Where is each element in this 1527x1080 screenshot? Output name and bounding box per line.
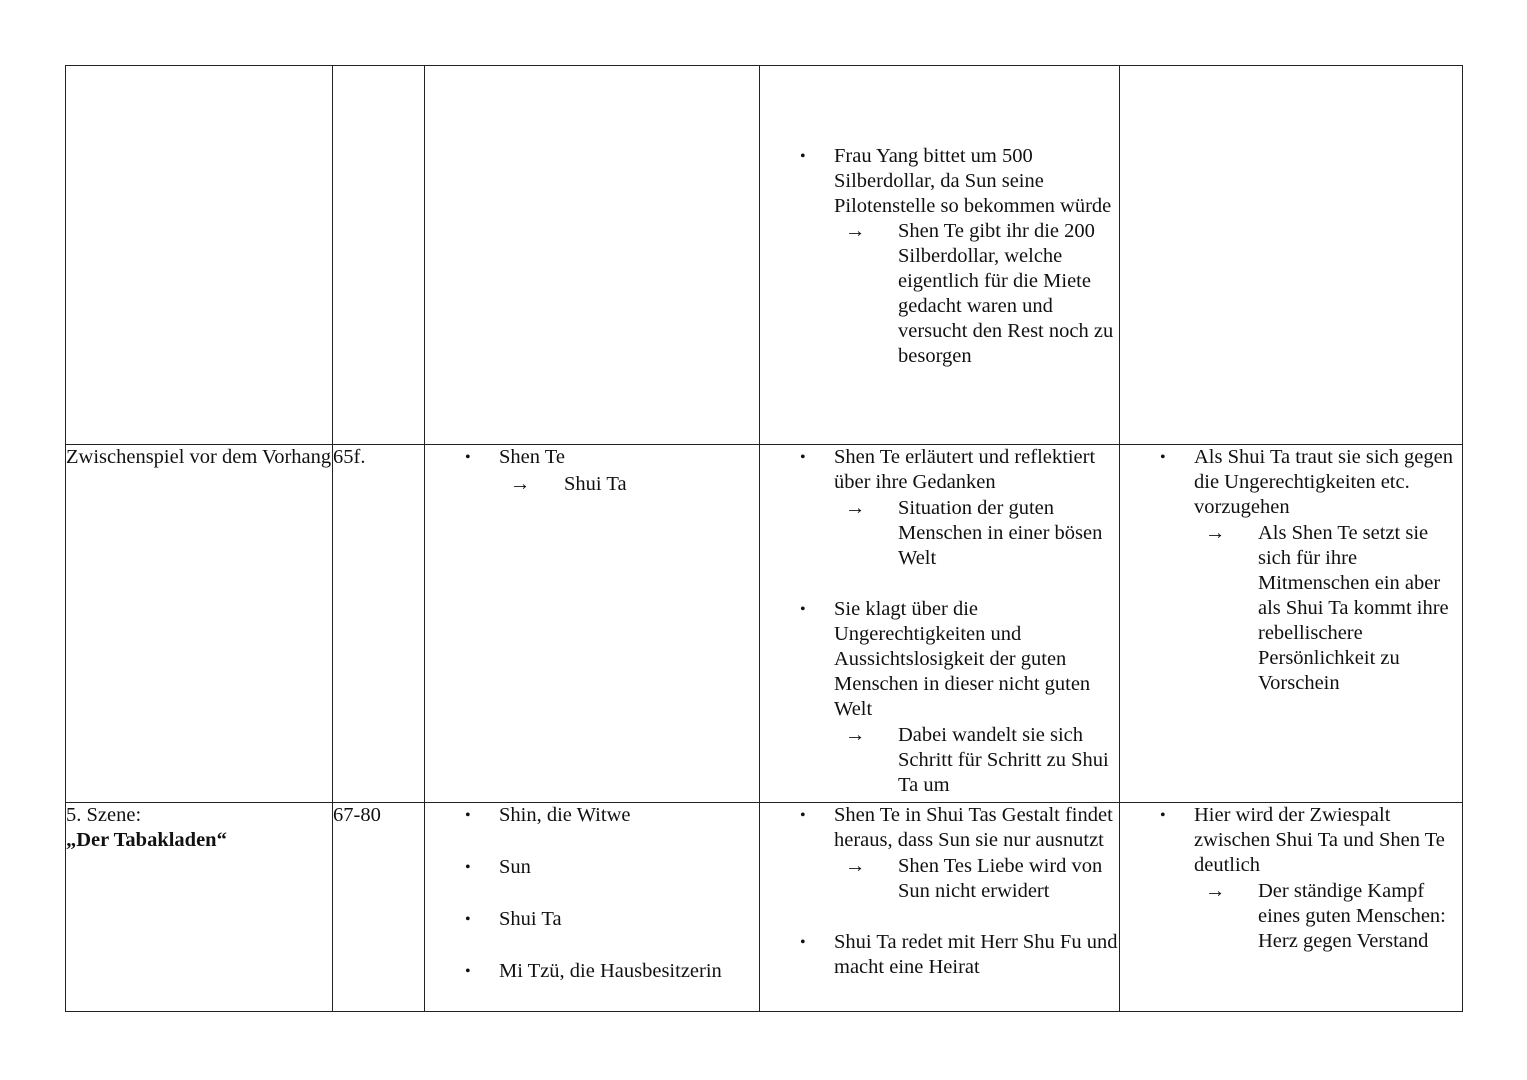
person-name: Shui Ta [499, 908, 562, 930]
content-cell [760, 445, 1120, 803]
list-item [425, 959, 759, 984]
scene-number: 5. Szene: [66, 804, 142, 826]
content-text: Shui Ta redet mit Herr Shu Fu und macht eine Heirat [834, 931, 1118, 978]
list-item [1120, 445, 1462, 520]
interpretation-cell [1120, 445, 1463, 803]
bullet-icon: • [1160, 807, 1166, 824]
scene-title: Zwischenspiel vor dem Vorhang [66, 446, 332, 468]
arrow-right-icon: → [1205, 522, 1226, 544]
interpretation-cell [1120, 803, 1463, 1012]
scene-cell [66, 803, 333, 1012]
person-name: Sun [499, 856, 531, 878]
list-item [760, 144, 1119, 219]
content-subtext: Shen Te gibt ihr die 200 Silberdollar, welche eigentlich für die Miete gedacht waren und versucht den Rest noch zu besorgen [898, 220, 1114, 367]
arrow-right-icon: → [845, 220, 866, 242]
arrow-right-icon: → [845, 855, 866, 877]
content-cell [760, 66, 1120, 445]
interpretation-subtext: Als Shen Te setzt sie sich für ihre Mitmenschen ein aber als Shui Ta kommt ihre rebellischere Persönlichkeit zu Vorschein [1258, 522, 1449, 694]
content-text: Shen Te in Shui Tas Gestalt findet heraus, dass Sun sie nur ausnutzt [834, 804, 1113, 851]
list-item [1120, 803, 1462, 878]
sub-item [425, 472, 759, 497]
arrow-right-icon: → [510, 473, 531, 495]
list-item [760, 445, 1119, 495]
bullet-icon: • [465, 963, 471, 980]
list-item [425, 445, 759, 470]
bullet-icon: • [1160, 449, 1166, 466]
list-item [760, 930, 1119, 980]
content-subtext: Shen Tes Liebe wird von Sun nicht erwidert [898, 855, 1103, 902]
content-subtext: Dabei wandelt sie sich Schritt für Schritt zu Shui Ta um [898, 724, 1109, 796]
page-range: 65f. [333, 446, 366, 468]
scene-analysis-table [65, 65, 1463, 1012]
page-range: 67-80 [333, 804, 381, 826]
person-name: Mi Tzü, die Hausbesitzerin [499, 960, 722, 982]
content-subtext: Situation der guten Menschen in einer bösen Welt [898, 497, 1103, 569]
arrow-right-icon: → [1205, 880, 1226, 902]
list-item [425, 907, 759, 932]
bullet-icon: • [465, 449, 471, 466]
list-item [425, 855, 759, 880]
bullet-icon: • [800, 934, 806, 951]
list-item [760, 803, 1119, 853]
arrow-right-icon: → [845, 497, 866, 519]
pages-cell [333, 66, 425, 445]
content-text: Shen Te erläutert und reflektiert über ihre Gedanken [834, 446, 1096, 493]
persons-cell [425, 803, 760, 1012]
interpretation-text: Hier wird der Zwiespalt zwischen Shui Ta und Shen Te deutlich [1194, 804, 1445, 876]
bullet-icon: • [465, 911, 471, 928]
table-row [66, 66, 1463, 445]
content-cell [760, 803, 1120, 1012]
pages-cell [333, 803, 425, 1012]
scene-cell [66, 66, 333, 445]
sub-item [1120, 521, 1462, 696]
bullet-icon: • [465, 859, 471, 876]
arrow-right-icon: → [845, 724, 866, 746]
scene-cell [66, 445, 333, 803]
scene-title: „Der Tabakladen“ [66, 829, 227, 851]
person-name: Shin, die Witwe [499, 804, 631, 826]
person-sub: Shui Ta [564, 473, 627, 495]
list-item [760, 597, 1119, 722]
persons-cell [425, 445, 760, 803]
interpretation-text: Als Shui Ta traut sie sich gegen die Ungerechtigkeiten etc. vorzugehen [1194, 446, 1453, 518]
table-row [66, 803, 1463, 1012]
list-item [425, 803, 759, 828]
pages-cell [333, 445, 425, 803]
bullet-icon: • [800, 601, 806, 618]
interpretation-cell [1120, 66, 1463, 445]
sub-item [760, 723, 1119, 798]
sub-item [760, 496, 1119, 571]
bullet-icon: • [800, 148, 806, 165]
sub-item [760, 219, 1119, 369]
bullet-icon: • [800, 807, 806, 824]
content-text: Sie klagt über die Ungerechtigkeiten und Aussichtslosigkeit der guten Menschen in dieser nicht guten Welt [834, 598, 1091, 720]
sub-item [760, 854, 1119, 904]
persons-cell [425, 66, 760, 445]
bullet-icon: • [465, 807, 471, 824]
person-name: Shen Te [499, 446, 565, 468]
bullet-icon: • [800, 449, 806, 466]
content-text: Frau Yang bittet um 500 Silberdollar, da Sun seine Pilotenstelle so bekommen würde [834, 145, 1112, 217]
interpretation-subtext: Der ständige Kampf eines guten Menschen: Herz gegen Verstand [1258, 880, 1446, 952]
table-row [66, 445, 1463, 803]
sub-item [1120, 879, 1462, 954]
